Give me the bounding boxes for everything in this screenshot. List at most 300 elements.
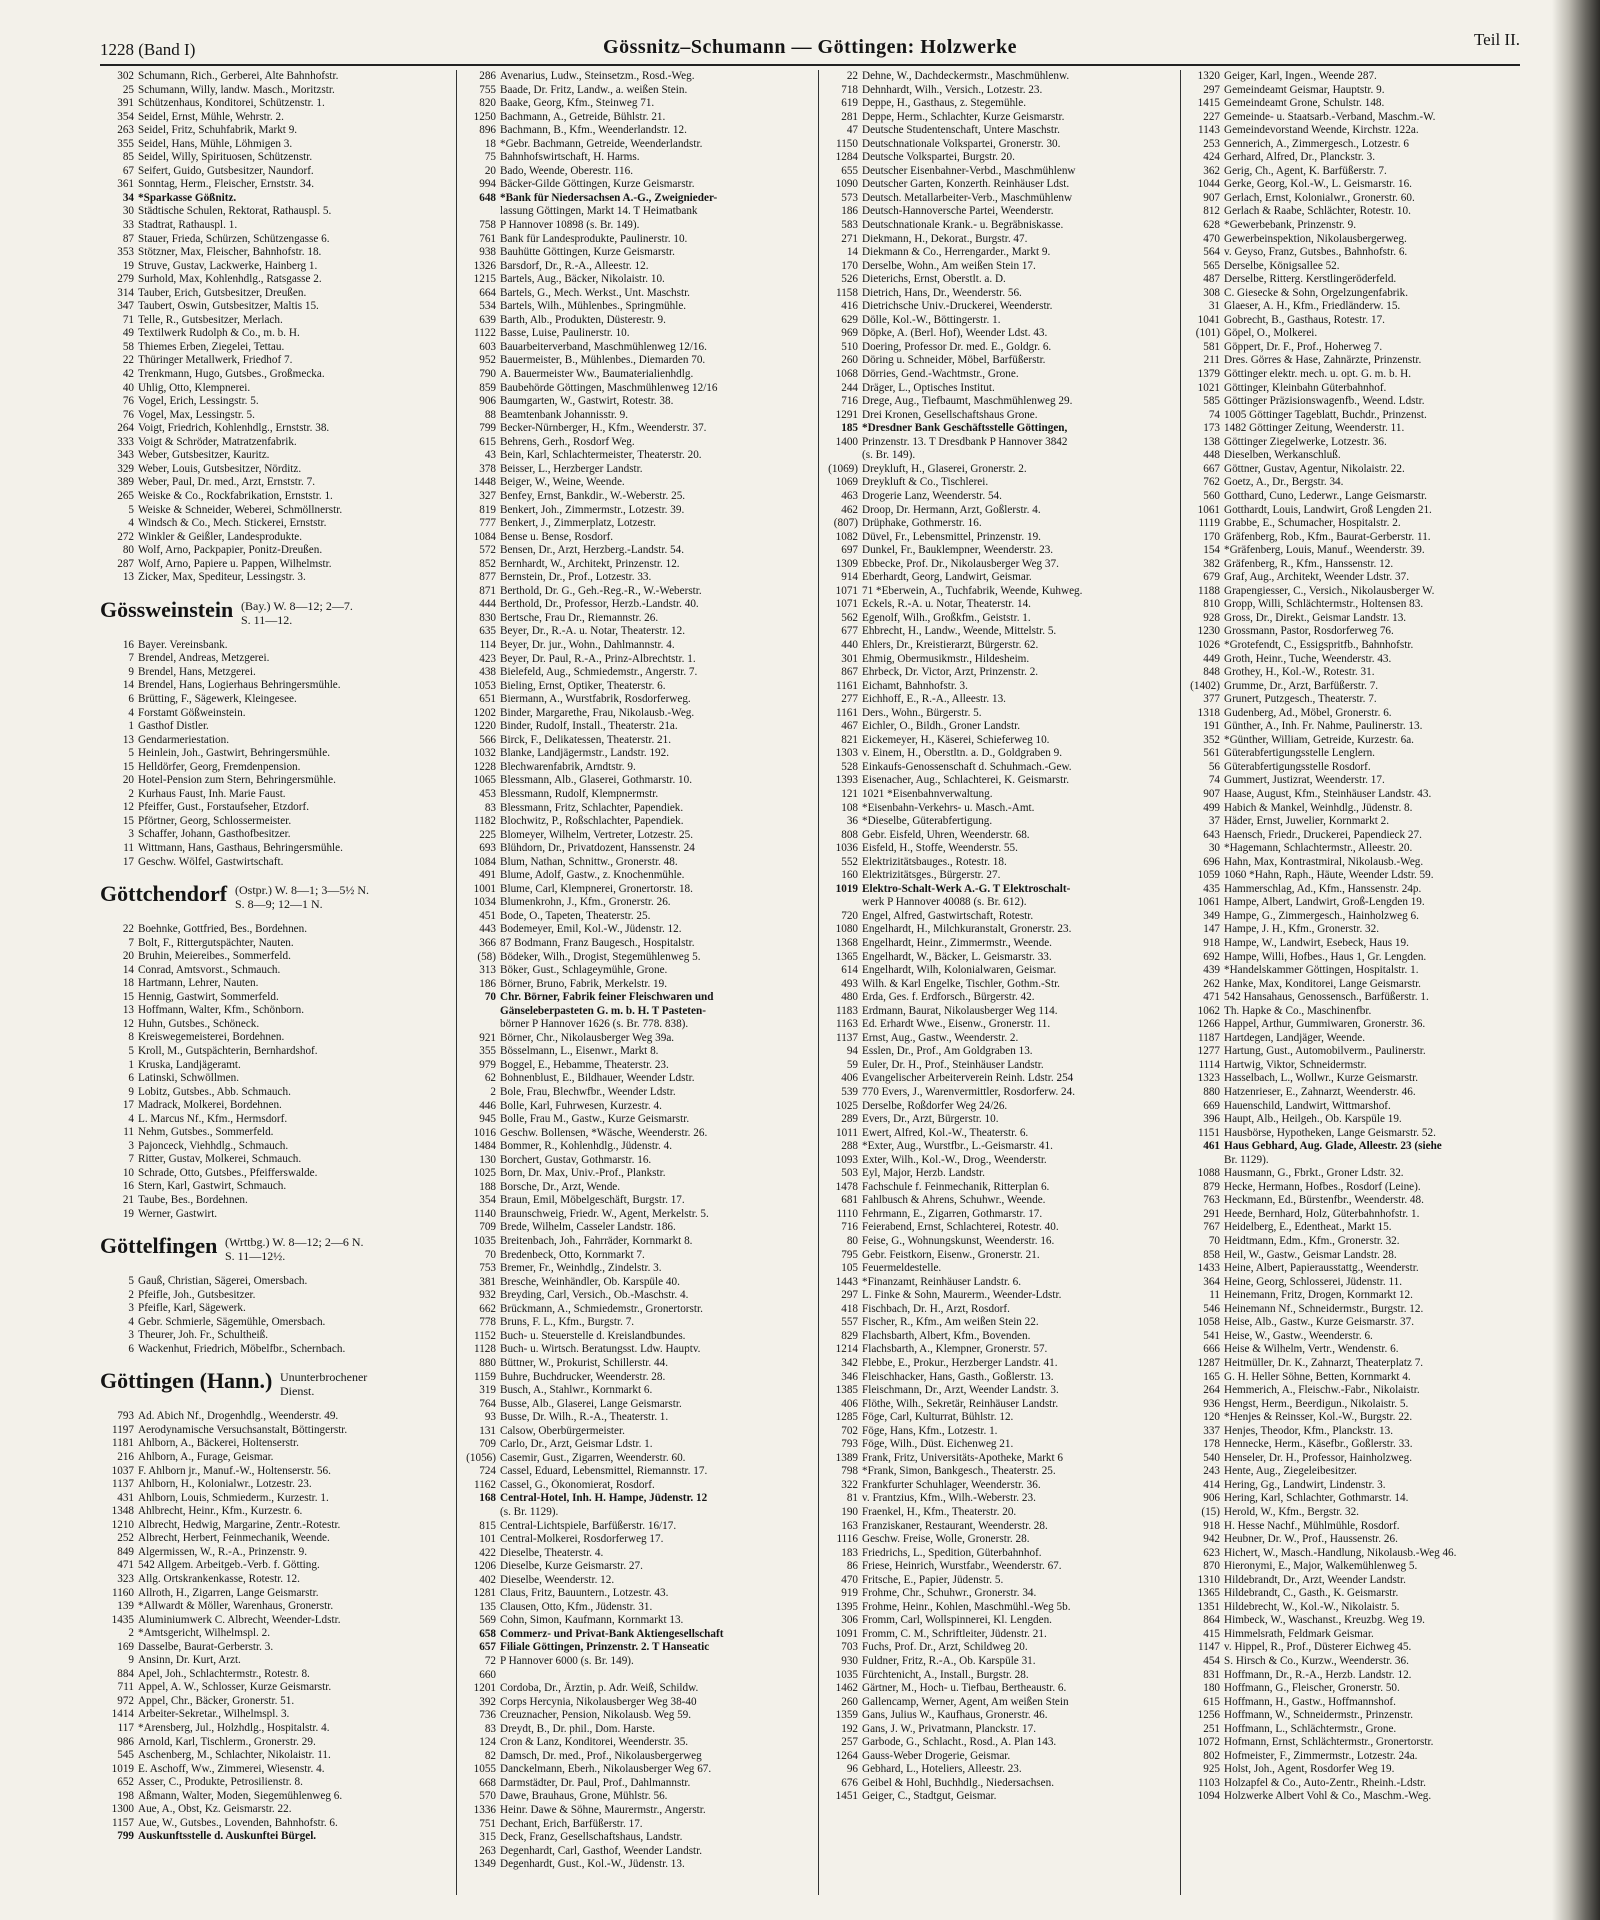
- subscriber-text: Wittmann, Hans, Gasthaus, Behringersmühle.: [138, 841, 343, 854]
- phone-number: 679: [1203, 571, 1220, 584]
- subscriber-text: Bole, Frau, Blechwfbr., Weender Ldstr.: [500, 1086, 676, 1099]
- directory-entry: [100, 747, 450, 761]
- subscriber-text: Arbeiter-Sekretar., Wilhelmspl. 3.: [138, 1708, 290, 1721]
- subscriber-text: Grapengiesser, C., Versich., Nikolausberger W.: [1224, 584, 1435, 597]
- phone-number: 491: [479, 869, 496, 882]
- directory-entry: [824, 1113, 1174, 1127]
- subscriber-text: Feise, G., Wohnungskunst, Weenderstr. 16.: [862, 1235, 1055, 1248]
- phone-number: 762: [1203, 476, 1220, 489]
- directory-entry: [824, 1384, 1174, 1398]
- phone-number: 190: [841, 1505, 858, 1518]
- subscriber-text: Sonntag, Herm., Fleischer, Ernststr. 34.: [138, 178, 315, 191]
- subscriber-text: 1005 Göttinger Tageblatt, Buchdr., Prinzenst.: [1224, 408, 1427, 421]
- subscriber-text: Gräfenberg, R., Kfm., Hanssenstr. 12.: [1224, 557, 1394, 570]
- subscriber-text: Trenkmann, Hugo, Gutsbes., Großmecka.: [138, 368, 325, 381]
- directory-entry: [1186, 219, 1520, 233]
- subscriber-text: Heinr. Dawe & Söhne, Maurermstr., Angerstr.: [500, 1804, 706, 1816]
- subscriber-text: *Gräfenberg, Louis, Manuf., Weenderstr. 39.: [1224, 544, 1425, 557]
- phone-number: 7: [128, 652, 134, 665]
- subscriber-text: Gänseleberpasteten G. m. b. H. T Pasteten-: [500, 1004, 706, 1017]
- subscriber-text: Franziskaner, Restaurant, Weenderstr. 28.: [862, 1519, 1048, 1532]
- directory-entry: [462, 354, 812, 368]
- directory-entry: [1186, 1249, 1520, 1263]
- subscriber-text: Ewert, Alfred, Kol.-W., Theaterstr. 6.: [862, 1126, 1029, 1139]
- directory-entry: [1186, 761, 1520, 775]
- subscriber-text: Derselbe, Ritterg. Kerstlingeröderfeld.: [1224, 273, 1397, 286]
- subscriber-text: Bösselmann, L., Eisenwr., Markt 8.: [500, 1045, 659, 1058]
- subscriber-text: Gauß, Christian, Sägerei, Omersbach.: [138, 1275, 308, 1288]
- directory-entry: [100, 1059, 450, 1073]
- subscriber-text: börner P Hannover 1626 (s. Br. 778. 838).: [500, 1018, 689, 1031]
- phone-number: 764: [479, 1397, 496, 1410]
- phone-number: 938: [479, 246, 496, 259]
- directory-entry: [1186, 1276, 1520, 1290]
- directory-entry: [462, 1262, 812, 1276]
- subscriber-text: Bahnhofswirtschaft, H. Harms.: [500, 151, 640, 164]
- directory-entry: [100, 950, 450, 964]
- phone-number: 635: [479, 625, 496, 638]
- directory-entry: [824, 1140, 1174, 1154]
- directory-entry: [1186, 1127, 1520, 1141]
- directory-entry: [824, 1506, 1174, 1520]
- subscriber-text: Hente, Aug., Ziegeleibesitzer.: [1224, 1465, 1357, 1478]
- directory-entry: [462, 1316, 812, 1330]
- phone-number: 696: [1203, 855, 1220, 868]
- phone-number: 1230: [1197, 625, 1220, 638]
- phone-number: 802: [1203, 1749, 1220, 1762]
- directory-entry: [100, 409, 450, 423]
- phone-number: 1036: [835, 842, 858, 855]
- directory-entry: [100, 1668, 450, 1682]
- phone-number: 423: [479, 652, 496, 665]
- subscriber-text: Heil, W., Gastw., Geismar Landstr. 28.: [1224, 1248, 1397, 1261]
- subscriber-text: *Sparkasse Gößnitz.: [138, 191, 237, 204]
- phone-number: 1032: [473, 747, 496, 760]
- subscriber-text: Deck, Franz, Gesellschaftshaus, Landstr.: [500, 1831, 683, 1844]
- subscriber-text: Eichamt, Bahnhofstr. 3.: [862, 679, 968, 692]
- subscriber-text: Heidtmann, Edm., Kfm., Gronerstr. 32.: [1224, 1235, 1400, 1248]
- subscriber-text: Hofmann, Ernst, Schlächtermstr., Gronertorstr.: [1224, 1736, 1434, 1749]
- subscriber-text: Dieselbe, Kurze Geismarstr. 27.: [500, 1560, 643, 1573]
- phone-number: 272: [117, 530, 134, 543]
- phone-number: 470: [841, 1573, 858, 1586]
- directory-entry: [100, 1275, 450, 1289]
- subscriber-text: Fromm, Carl, Wollspinnerei, Kl. Lengden.: [862, 1614, 1052, 1627]
- directory-entry: [462, 1045, 812, 1059]
- directory-entry: [1186, 1032, 1520, 1046]
- directory-entry: [100, 504, 450, 518]
- directory-entry: [462, 1831, 812, 1845]
- phone-number: 306: [841, 1614, 858, 1627]
- directory-entry: [1186, 788, 1520, 802]
- directory-entry: [824, 165, 1174, 179]
- phone-number: 173: [1203, 422, 1220, 435]
- phone-number: 19: [122, 1207, 134, 1220]
- directory-entry: [100, 205, 450, 219]
- phone-number: 414: [1203, 1478, 1220, 1491]
- subscriber-text: Döring u. Schneider, Möbel, Barfüßerstr.: [862, 354, 1046, 367]
- directory-entry: [462, 246, 812, 260]
- directory-entry: [824, 1696, 1174, 1710]
- subscriber-text: Göttner, Gustav, Agentur, Nikolaistr. 22.: [1224, 462, 1405, 475]
- directory-entry: [462, 571, 812, 585]
- subscriber-text: Büttner, W., Prokurist, Schillerstr. 44.: [500, 1356, 668, 1369]
- directory-entry: [100, 679, 450, 693]
- directory-entry: [1186, 1411, 1520, 1425]
- phone-number: 462: [841, 503, 858, 516]
- subscriber-text: Fürchtenicht, A., Install., Burgstr. 28.: [862, 1668, 1029, 1681]
- directory-entry: [1186, 923, 1520, 937]
- phone-number: 463: [841, 489, 858, 502]
- directory-entry: [462, 707, 812, 721]
- phone-number: 3: [128, 1329, 134, 1342]
- office-hours-line: (Wrttbg.) W. 8—12; 2—6 N.: [225, 1235, 364, 1250]
- directory-entry: [462, 1574, 812, 1588]
- subscriber-text: Aschenberg, M., Schlachter, Nikolaistr. 11.: [138, 1749, 331, 1762]
- directory-entry: [462, 1357, 812, 1371]
- directory-entry: [1186, 1330, 1520, 1344]
- subscriber-text: Gennerich, A., Zimmergesch., Lotzestr. 6: [1224, 137, 1409, 150]
- subscriber-text: Bodemeyer, Emil, Kol.-W., Jüdenstr. 12.: [500, 923, 682, 936]
- phone-number: 830: [479, 611, 496, 624]
- phone-number: 952: [479, 354, 496, 367]
- phone-number: 1037: [111, 1464, 134, 1477]
- directory-entry: [1186, 1560, 1520, 1574]
- phone-number: 1110: [836, 1207, 858, 1220]
- phone-number: 669: [1203, 1099, 1220, 1112]
- directory-entry: [824, 1641, 1174, 1655]
- phone-number: 1349: [473, 1858, 496, 1871]
- phone-number: 1443: [835, 1275, 858, 1288]
- office-hours: [225, 1235, 364, 1263]
- subscriber-text: Theurer, Joh. Fr., Schultheiß.: [138, 1329, 269, 1342]
- phone-number: 20: [484, 164, 496, 177]
- subscriber-text: v. Hippel, R., Prof., Düsterer Eichweg 45.: [1224, 1641, 1412, 1654]
- phone-number: 658: [479, 1627, 496, 1640]
- phone-number: 545: [117, 1749, 134, 1762]
- directory-entry: [824, 693, 1174, 707]
- phone-number: 969: [841, 327, 858, 340]
- directory-entry: [100, 1329, 450, 1343]
- subscriber-text: Fritsche, E., Papier, Jüdenstr. 5.: [862, 1573, 1004, 1586]
- directory-entry: [824, 1005, 1174, 1019]
- directory-entry: [462, 395, 812, 409]
- phone-number: 662: [479, 1302, 496, 1315]
- directory-entry: [824, 815, 1174, 829]
- subscriber-text: Appel, Chr., Bäcker, Gronerstr. 51.: [138, 1694, 295, 1707]
- subscriber-text: Albrecht, Hedwig, Margarine, Zentr.-Rotestr.: [138, 1518, 341, 1531]
- directory-entry: [1186, 151, 1520, 165]
- phone-number: 30: [122, 205, 134, 218]
- directory-entry: [100, 964, 450, 978]
- subscriber-text: 71 *Eberwein, A., Tuchfabrik, Weende, Kuhweg.: [862, 584, 1083, 597]
- directory-entry: [462, 1113, 812, 1127]
- phone-number: 22: [846, 70, 858, 82]
- phone-number: 702: [841, 1424, 858, 1437]
- subscriber-text: Feierabend, Ernst, Schlachterei, Rotestr. 40.: [862, 1221, 1059, 1234]
- subscriber-text: Brendel, Hans, Logierhaus Behringersmühle.: [138, 679, 341, 692]
- subscriber-text: Blessmann, Alb., Glaserei, Gothmarstr. 10.: [500, 774, 693, 787]
- phone-number: 9: [128, 665, 134, 678]
- subscriber-text: Städtische Schulen, Rektorat, Rathauspl. 5.: [138, 205, 332, 218]
- phone-number: 648: [479, 191, 496, 204]
- directory-entry: [100, 1343, 450, 1357]
- phone-number: 364: [1203, 1275, 1220, 1288]
- directory-entry: [462, 1506, 812, 1520]
- subscriber-text: Bachmann, B., Kfm., Weenderlandstr. 12.: [500, 124, 687, 137]
- directory-entry: [462, 1628, 812, 1642]
- directory-entry: [462, 260, 812, 274]
- directory-entry: [824, 1669, 1174, 1683]
- directory-entry: [824, 246, 1174, 260]
- phone-number: 906: [479, 395, 496, 408]
- directory-entry: [1186, 856, 1520, 870]
- subscriber-text: Bayer. Vereinsbank.: [138, 638, 228, 651]
- subscriber-text: Habich & Mankel, Weinhdlg., Jüdenstr. 8.: [1224, 801, 1413, 814]
- directory-entry: [1186, 463, 1520, 477]
- phone-number: 260: [841, 1695, 858, 1708]
- subscriber-text: Stauer, Frieda, Schürzen, Schützengasse 6.: [138, 232, 330, 245]
- directory-entry: [1186, 869, 1520, 883]
- subscriber-text: Hoffmann, Walter, Kfm., Schönborn.: [138, 1004, 305, 1017]
- phone-number: 56: [1208, 760, 1220, 773]
- subscriber-text: Kruska, Landjägeramt.: [138, 1058, 241, 1071]
- subscriber-text: *Bank für Niedersachsen A.-G., Zweignieder-: [500, 191, 718, 204]
- subscriber-text: Heidelberg, E., Edentheat., Markt 15.: [1224, 1221, 1392, 1234]
- subscriber-text: Biermann, A., Wurstfabrik, Rosdorferweg.: [500, 693, 691, 706]
- phone-number: 94: [846, 1045, 858, 1058]
- directory-entry: [462, 1465, 812, 1479]
- subscriber-text: Himbeck, W., Waschanst., Kreuzbg. Weg 19.: [1224, 1614, 1425, 1627]
- directory-entry: [462, 720, 812, 734]
- subscriber-text: Fehrmann, E., Zigarren, Gothmarstr. 17.: [862, 1207, 1043, 1220]
- directory-entry: [462, 1005, 812, 1019]
- directory-entry: [824, 1316, 1174, 1330]
- phone-number: 572: [479, 544, 496, 557]
- phone-number: 718: [841, 83, 858, 96]
- subscriber-text: Hoffmann, L., Schlächtermstr., Grone.: [1224, 1722, 1397, 1735]
- directory-entry: [824, 1289, 1174, 1303]
- directory-entry: [1186, 1641, 1520, 1655]
- phone-number: 439: [1203, 964, 1220, 977]
- phone-number: 1277: [1197, 1045, 1220, 1058]
- subscriber-text: Baake, Georg, Kfm., Steinweg 71.: [500, 97, 655, 110]
- directory-entry: [462, 1533, 812, 1547]
- subscriber-text: Vogel, Max, Lessingstr. 5.: [138, 408, 255, 421]
- phone-number: 919: [841, 1587, 858, 1600]
- phone-number: 11: [123, 841, 134, 854]
- directory-entry: [100, 707, 450, 721]
- office-hours-line: (Ostpr.) W. 8—1; 3—5½ N.: [235, 883, 370, 898]
- directory-entry: [1186, 395, 1520, 409]
- directory-entry: [1186, 1221, 1520, 1235]
- subscriber-text: Fleischmann, Dr., Arzt, Weender Landstr. 3.: [862, 1384, 1059, 1397]
- directory-entry: [824, 1127, 1174, 1141]
- directory-entry: [824, 409, 1174, 423]
- subscriber-text: Börner, Chr., Nikolausberger Weg 39a.: [500, 1031, 675, 1044]
- subscriber-text: Haus Gebhard, Aug. Glade, Alleestr. 23 (siehe: [1224, 1140, 1442, 1153]
- directory-entry: [1186, 1533, 1520, 1547]
- directory-entry: [100, 1451, 450, 1465]
- subscriber-text: Deppe, Herm., Schlachter, Kurze Geismarstr.: [862, 110, 1065, 123]
- directory-entry: [824, 1763, 1174, 1777]
- phone-number: 170: [1203, 530, 1220, 543]
- phone-number: 1215: [473, 273, 496, 286]
- directory-entry: [100, 1194, 450, 1208]
- office-hours-line: S. 11—12½.: [225, 1249, 286, 1264]
- phone-number: 758: [479, 219, 496, 232]
- directory-entry: [462, 1520, 812, 1534]
- phone-number: 928: [1203, 611, 1220, 624]
- directory-entry: [1186, 422, 1520, 436]
- subscriber-text: Baade, Dr. Fritz, Landw., a. weißen Stein.: [500, 83, 688, 96]
- directory-entry: [462, 1384, 812, 1398]
- directory-entry: [100, 1140, 450, 1154]
- phone-number: 1001: [473, 882, 496, 895]
- phone-number: 1400: [835, 435, 858, 448]
- phone-number: 165: [1203, 1370, 1220, 1383]
- phone-number: 793: [117, 1410, 134, 1423]
- directory-entry: [1186, 1262, 1520, 1276]
- subscriber-text: Surhold, Max, Kohlenhdlg., Ratsgasse 2.: [138, 273, 322, 286]
- directory-entry: [1186, 287, 1520, 301]
- phone-number: 566: [479, 733, 496, 746]
- directory-entry: [462, 1208, 812, 1222]
- directory-entry: [824, 964, 1174, 978]
- phone-number: 71: [122, 313, 134, 326]
- subscriber-text: Droop, Dr. Hermann, Arzt, Goßlerstr. 4.: [862, 503, 1041, 516]
- phone-number: 1201: [473, 1682, 496, 1695]
- phone-number: 896: [479, 124, 496, 137]
- directory-entry: [1186, 639, 1520, 653]
- subscriber-text: Stadtrat, Rathauspl. 1.: [138, 219, 238, 232]
- subscriber-text: Elektro-Schalt-Werk A.-G. T Elektroschalt-: [862, 882, 1071, 895]
- subscriber-text: Bado, Weende, Oberestr. 116.: [500, 164, 634, 177]
- phone-number: 36: [846, 815, 858, 828]
- directory-entry: [462, 178, 812, 192]
- directory-entry: [1186, 1086, 1520, 1100]
- subscriber-text: Beiger, W., Weine, Weende.: [500, 476, 625, 489]
- subscriber-text: Brückmann, A., Schmiedemstr., Gronertorstr.: [500, 1302, 703, 1315]
- phone-number: 62: [484, 1072, 496, 1085]
- phone-number: 623: [1203, 1546, 1220, 1559]
- subscriber-text: Fischbach, Dr. H., Arzt, Rosdorf.: [862, 1302, 1010, 1315]
- subscriber-text: Degenhardt, Gust., Kol.-W., Jüdenstr. 13.: [500, 1858, 685, 1871]
- phone-number: 7: [128, 1153, 134, 1166]
- header-rule: [100, 64, 1520, 66]
- subscriber-text: Frohme, Chr., Schuhwr., Gronerstr. 34.: [862, 1587, 1037, 1600]
- directory-entry: [462, 1411, 812, 1425]
- subscriber-text: Forstamt Gößweinstein.: [138, 706, 246, 719]
- subscriber-text: Heise & Wilhelm, Vertr., Wendenstr. 6.: [1224, 1343, 1399, 1356]
- subscriber-text: Drüphake, Gothmerstr. 16.: [862, 517, 982, 530]
- phone-number: 19: [122, 259, 134, 272]
- phone-number: 677: [841, 625, 858, 638]
- directory-entry: [824, 978, 1174, 992]
- directory-entry: [100, 151, 450, 165]
- subscriber-text: Ahlborn, Louis, Schmiederm., Kurzestr. 1.: [138, 1491, 329, 1504]
- directory-entry: [1186, 192, 1520, 206]
- directory-entry: [824, 1357, 1174, 1371]
- subscriber-text: Tauber, Erich, Gutsbesitzer, Dreußen.: [138, 286, 307, 299]
- subscriber-text: Bernhardt, W., Architekt, Prinzenstr. 12.: [500, 557, 680, 570]
- phone-number: 1351: [1197, 1600, 1220, 1613]
- phone-number: 74: [1208, 408, 1220, 421]
- directory-entry: [462, 382, 812, 396]
- directory-entry: [824, 1262, 1174, 1276]
- office-hours: [241, 599, 353, 627]
- office-hours-line: Dienst.: [280, 1384, 315, 1399]
- directory-entry: [824, 1072, 1174, 1086]
- phone-number: 354: [117, 110, 134, 123]
- directory-entry: [824, 84, 1174, 98]
- phone-number: 1368: [835, 937, 858, 949]
- subscriber-text: Helldörfer, Georg, Fremdenpension.: [138, 760, 301, 773]
- directory-entry: [1186, 449, 1520, 463]
- subscriber-text: A. Bauermeister Ww., Baumaterialienhdlg.: [500, 368, 694, 381]
- directory-entry: [100, 1208, 450, 1222]
- phone-number: 709: [479, 1438, 496, 1451]
- book-spine-shadow: [1552, 0, 1600, 1920]
- phone-number: 1068: [835, 368, 858, 381]
- directory-entry: [824, 517, 1174, 531]
- directory-entry: [100, 531, 450, 545]
- phone-number: 493: [841, 977, 858, 990]
- subscriber-text: Günther, A., Inh. Fr. Nahme, Paulinerstr. 13.: [1224, 720, 1423, 733]
- phone-number: 793: [841, 1438, 858, 1451]
- phone-number: 936: [1203, 1397, 1220, 1410]
- directory-entry: [100, 693, 450, 707]
- phone-number: 252: [117, 1532, 134, 1545]
- subscriber-text: Hieronymi, E., Major, Walkemühlenweg 5.: [1224, 1560, 1418, 1573]
- phone-number: 337: [1203, 1424, 1220, 1437]
- phone-number: 446: [479, 1099, 496, 1112]
- subscriber-text: Dasselbe, Baurat-Gerberstr. 3.: [138, 1640, 274, 1653]
- subscriber-text: Düvel, Fr., Lebensmittel, Prinzenstr. 19.: [862, 530, 1041, 543]
- subscriber-text: Allg. Ortskrankenkasse, Rotestr. 12.: [138, 1572, 300, 1585]
- subscriber-text: Cassel, G., Ökonomierat, Rosdorf.: [500, 1478, 655, 1491]
- phone-number: 281: [841, 110, 858, 123]
- directory-entry: [824, 680, 1174, 694]
- directory-entry: [100, 815, 450, 829]
- subscriber-text: Schumann, Rich., Gerberei, Alte Bahnhofstr.: [138, 70, 339, 82]
- phone-number: 396: [1203, 1113, 1220, 1126]
- subscriber-text: Pajonceck, Viehhdlg., Schmauch.: [138, 1139, 289, 1152]
- phone-number: 2: [128, 1627, 134, 1640]
- subscriber-text: Göttinger, Kleinbahn Güterbahnhof.: [1224, 381, 1387, 394]
- phone-number: 1478: [835, 1180, 858, 1193]
- subscriber-text: Erdmann, Baurat, Nikolausberger Weg 114.: [862, 1004, 1058, 1017]
- directory-entry: [1186, 246, 1520, 260]
- subscriber-text: Gebhard, L., Hoteliers, Alleestr. 23.: [862, 1763, 1022, 1776]
- phone-number: 257: [841, 1736, 858, 1749]
- subscriber-text: Ehbrecht, H., Landw., Weende, Mittelstr. 5.: [862, 625, 1057, 638]
- subscriber-text: Häder, Ernst, Juwelier, Kornmarkt 2.: [1224, 815, 1390, 828]
- phone-number: 82: [484, 1749, 496, 1762]
- office-hours-line: (Bay.) W. 8—12; 2—7.: [241, 598, 353, 613]
- directory-entry: [100, 788, 450, 802]
- subscriber-text: *Handelskammer Göttingen, Hospitalstr. 1.: [1224, 964, 1419, 977]
- directory-entry: [824, 1086, 1174, 1100]
- subscriber-text: Frohme, Heinr., Kohlen, Maschmühl.-Weg 5b.: [862, 1600, 1071, 1613]
- phone-number: 186: [841, 205, 858, 218]
- subscriber-text: Hampe, Willi, Hofbes., Haus 1, Gr. Lengden.: [1224, 950, 1427, 963]
- phone-number: 603: [479, 340, 496, 353]
- directory-entry: [824, 1208, 1174, 1222]
- subscriber-text: Heinemann, Fritz, Drogen, Kornmarkt 12.: [1224, 1289, 1413, 1302]
- directory-entry: [824, 368, 1174, 382]
- subscriber-text: Friese, Heinrich, Wurstfabr., Weenderstr. 67.: [862, 1560, 1062, 1573]
